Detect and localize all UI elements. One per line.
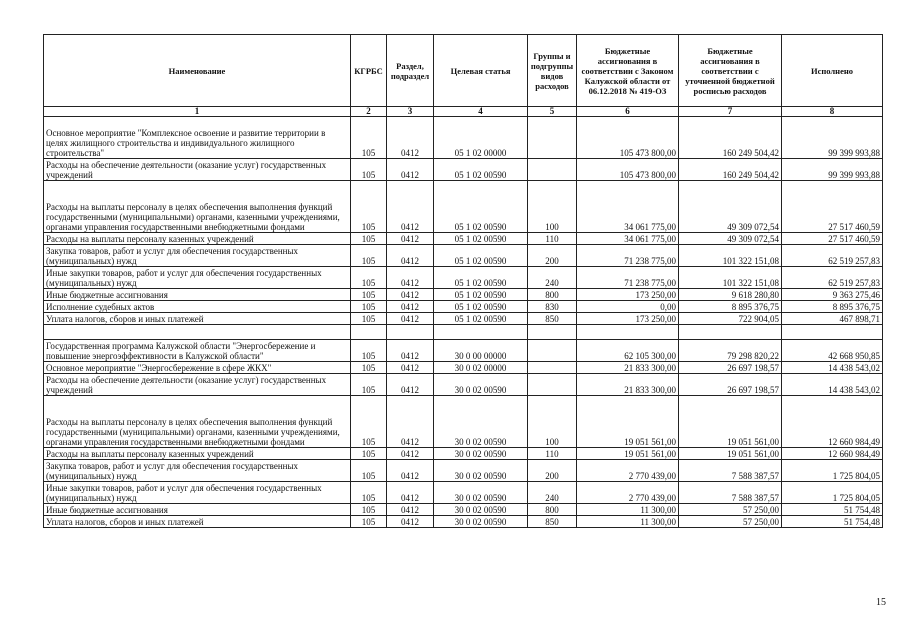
row-target: 30 0 02 00590 xyxy=(434,448,528,460)
row-section: 0412 xyxy=(387,245,434,267)
row-group: 850 xyxy=(528,516,577,528)
row-law-amount: 2 770 439,00 xyxy=(577,460,679,482)
row-law-amount: 105 473 800,00 xyxy=(577,159,679,181)
row-section: 0412 xyxy=(387,396,434,448)
row-group: 240 xyxy=(528,482,577,504)
header-target: Целевая статья xyxy=(434,35,528,107)
table-row xyxy=(44,301,883,313)
row-executed-amount: 99 399 993,88 xyxy=(782,159,883,181)
row-law-amount: 105 473 800,00 xyxy=(577,117,679,159)
row-group: 800 xyxy=(528,504,577,516)
header-executed: Исполнено xyxy=(782,35,883,107)
row-kgrbs: 105 xyxy=(351,313,387,325)
row-kgrbs: 105 xyxy=(351,181,387,233)
header-law: Бюджетные ассигнования в соответствии с Законом Калужской области от 06.12.2018 № 419-ОЗ xyxy=(577,35,679,107)
row-target: 05 1 02 00590 xyxy=(434,181,528,233)
row-executed-amount: 51 754,48 xyxy=(782,504,883,516)
row-target: 05 1 02 00000 xyxy=(434,117,528,159)
row-name: Иные закупки товаров, работ и услуг для обеспечения государственных (муниципальных) нужд xyxy=(44,267,351,289)
table-row xyxy=(44,396,883,448)
row-name: Расходы на обеспечение деятельности (оказание услуг) государственных учреждений xyxy=(44,159,351,181)
row-name: Государственная программа Калужской области "Энергосбережение и повышение энергоэффективности в Калужской области" xyxy=(44,340,351,362)
row-law-amount: 173 250,00 xyxy=(577,313,679,325)
row-refined-amount: 101 322 151,08 xyxy=(679,267,782,289)
header-groups: Группы и подгруппы видов расходов xyxy=(528,35,577,107)
column-number: 2 xyxy=(351,107,387,117)
row-law-amount: 62 105 300,00 xyxy=(577,340,679,362)
row-name: Основное мероприятие "Энергосбережение в сфере ЖКХ" xyxy=(44,362,351,374)
row-section: 0412 xyxy=(387,301,434,313)
row-law-amount: 2 770 439,00 xyxy=(577,482,679,504)
row-law-amount: 11 300,00 xyxy=(577,516,679,528)
row-target: 30 0 02 00590 xyxy=(434,482,528,504)
row-section: 0412 xyxy=(387,159,434,181)
row-target: 30 0 02 00590 xyxy=(434,396,528,448)
row-name: Иные бюджетные ассигнования xyxy=(44,289,351,301)
row-executed-amount: 1 725 804,05 xyxy=(782,482,883,504)
row-target: 30 0 02 00590 xyxy=(434,516,528,528)
row-kgrbs: 105 xyxy=(351,396,387,448)
row-kgrbs: 105 xyxy=(351,504,387,516)
row-section: 0412 xyxy=(387,362,434,374)
blank-cell xyxy=(387,325,434,340)
header-kgrbs: КГРБС xyxy=(351,35,387,107)
row-group: 110 xyxy=(528,233,577,245)
column-number-row xyxy=(44,107,883,117)
row-executed-amount: 14 438 543,02 xyxy=(782,374,883,396)
row-kgrbs: 105 xyxy=(351,460,387,482)
table-row xyxy=(44,159,883,181)
row-refined-amount: 49 309 072,54 xyxy=(679,181,782,233)
row-refined-amount: 26 697 198,57 xyxy=(679,374,782,396)
blank-cell xyxy=(528,325,577,340)
table-row xyxy=(44,460,883,482)
row-name: Основное мероприятие "Комплексное освоение и развитие территории в целях жилищного строительства и индивидуального жилищного строительства" xyxy=(44,117,351,159)
table-row xyxy=(44,374,883,396)
column-number: 1 xyxy=(44,107,351,117)
row-target: 05 1 02 00590 xyxy=(434,245,528,267)
column-number: 5 xyxy=(528,107,577,117)
header-name: Наименование xyxy=(44,35,351,107)
row-kgrbs: 105 xyxy=(351,117,387,159)
row-name: Закупка товаров, работ и услуг для обеспечения государственных (муниципальных) нужд xyxy=(44,460,351,482)
row-law-amount: 173 250,00 xyxy=(577,289,679,301)
row-refined-amount: 26 697 198,57 xyxy=(679,362,782,374)
row-name: Расходы на выплаты персоналу в целях обеспечения выполнения функций государственными (муниципальными) органами, казенными учреждениями, органами управления государственными внебюджетными фондами xyxy=(44,181,351,233)
row-group: 850 xyxy=(528,313,577,325)
row-executed-amount: 14 438 543,02 xyxy=(782,362,883,374)
row-refined-amount: 160 249 504,42 xyxy=(679,117,782,159)
row-target: 30 0 00 00000 xyxy=(434,340,528,362)
row-section: 0412 xyxy=(387,374,434,396)
row-group: 100 xyxy=(528,181,577,233)
blank-cell xyxy=(782,325,883,340)
row-kgrbs: 105 xyxy=(351,448,387,460)
row-refined-amount: 9 618 280,80 xyxy=(679,289,782,301)
row-section: 0412 xyxy=(387,289,434,301)
row-kgrbs: 105 xyxy=(351,267,387,289)
row-law-amount: 19 051 561,00 xyxy=(577,448,679,460)
header-section: Раздел, подраздел xyxy=(387,35,434,107)
row-group: 800 xyxy=(528,289,577,301)
row-law-amount: 71 238 775,00 xyxy=(577,245,679,267)
row-executed-amount: 467 898,71 xyxy=(782,313,883,325)
row-refined-amount: 79 298 820,22 xyxy=(679,340,782,362)
row-law-amount: 21 833 300,00 xyxy=(577,374,679,396)
header-refined: Бюджетные ассигнования в соответствии с уточненной бюджетной росписью расходов xyxy=(679,35,782,107)
row-kgrbs: 105 xyxy=(351,374,387,396)
row-name: Расходы на выплаты персоналу казенных учреждений xyxy=(44,233,351,245)
row-refined-amount: 101 322 151,08 xyxy=(679,245,782,267)
column-number: 8 xyxy=(782,107,883,117)
row-executed-amount: 42 668 950,85 xyxy=(782,340,883,362)
row-target: 05 1 02 00590 xyxy=(434,233,528,245)
row-section: 0412 xyxy=(387,504,434,516)
table-row xyxy=(44,516,883,528)
row-law-amount: 0,00 xyxy=(577,301,679,313)
row-kgrbs: 105 xyxy=(351,340,387,362)
row-law-amount: 34 061 775,00 xyxy=(577,181,679,233)
row-target: 05 1 02 00590 xyxy=(434,289,528,301)
row-group: 100 xyxy=(528,396,577,448)
table-row xyxy=(44,233,883,245)
table-row xyxy=(44,340,883,362)
row-refined-amount: 19 051 561,00 xyxy=(679,448,782,460)
blank-cell xyxy=(577,325,679,340)
row-group xyxy=(528,159,577,181)
row-law-amount: 11 300,00 xyxy=(577,504,679,516)
table-row xyxy=(44,289,883,301)
column-number: 6 xyxy=(577,107,679,117)
row-section: 0412 xyxy=(387,516,434,528)
table-row xyxy=(44,313,883,325)
row-target: 30 0 02 00590 xyxy=(434,374,528,396)
row-refined-amount: 19 051 561,00 xyxy=(679,396,782,448)
page-number: 15 xyxy=(876,597,886,608)
row-name: Расходы на выплаты персоналу казенных учреждений xyxy=(44,448,351,460)
row-name: Иные закупки товаров, работ и услуг для обеспечения государственных (муниципальных) нужд xyxy=(44,482,351,504)
row-executed-amount: 99 399 993,88 xyxy=(782,117,883,159)
row-executed-amount: 9 363 275,46 xyxy=(782,289,883,301)
row-name: Уплата налогов, сборов и иных платежей xyxy=(44,516,351,528)
row-section: 0412 xyxy=(387,482,434,504)
table-body xyxy=(44,117,883,528)
row-group: 240 xyxy=(528,267,577,289)
row-name: Расходы на обеспечение деятельности (оказание услуг) государственных учреждений xyxy=(44,374,351,396)
row-refined-amount: 7 588 387,57 xyxy=(679,482,782,504)
row-refined-amount: 57 250,00 xyxy=(679,516,782,528)
row-name: Исполнение судебных актов xyxy=(44,301,351,313)
row-executed-amount: 12 660 984,49 xyxy=(782,448,883,460)
row-target: 30 0 02 00590 xyxy=(434,460,528,482)
row-executed-amount: 8 895 376,75 xyxy=(782,301,883,313)
row-section: 0412 xyxy=(387,267,434,289)
blank-cell xyxy=(44,325,351,340)
row-name: Закупка товаров, работ и услуг для обеспечения государственных (муниципальных) нужд xyxy=(44,245,351,267)
row-target: 05 1 02 00590 xyxy=(434,267,528,289)
budget-table xyxy=(43,34,883,528)
row-kgrbs: 105 xyxy=(351,516,387,528)
row-target: 05 1 02 00590 xyxy=(434,159,528,181)
row-section: 0412 xyxy=(387,313,434,325)
row-group: 110 xyxy=(528,448,577,460)
row-executed-amount: 1 725 804,05 xyxy=(782,460,883,482)
header-row xyxy=(44,35,883,107)
blank-cell xyxy=(679,325,782,340)
row-law-amount: 34 061 775,00 xyxy=(577,233,679,245)
table-row xyxy=(44,181,883,233)
row-name: Расходы на выплаты персоналу в целях обеспечения выполнения функций государственными (муниципальными) органами, казенными учреждениями, органами управления государственными внебюджетными фондами xyxy=(44,396,351,448)
row-refined-amount: 7 588 387,57 xyxy=(679,460,782,482)
table-row xyxy=(44,448,883,460)
row-executed-amount: 62 519 257,83 xyxy=(782,245,883,267)
row-group xyxy=(528,340,577,362)
blank-cell xyxy=(434,325,528,340)
row-section: 0412 xyxy=(387,117,434,159)
row-group: 830 xyxy=(528,301,577,313)
row-refined-amount: 722 904,05 xyxy=(679,313,782,325)
row-name: Уплата налогов, сборов и иных платежей xyxy=(44,313,351,325)
row-executed-amount: 51 754,48 xyxy=(782,516,883,528)
row-target: 30 0 02 00000 xyxy=(434,362,528,374)
row-kgrbs: 105 xyxy=(351,233,387,245)
row-target: 05 1 02 00590 xyxy=(434,313,528,325)
row-group xyxy=(528,117,577,159)
row-executed-amount: 27 517 460,59 xyxy=(782,233,883,245)
row-refined-amount: 8 895 376,75 xyxy=(679,301,782,313)
row-group xyxy=(528,374,577,396)
row-target: 05 1 02 00590 xyxy=(434,301,528,313)
column-number: 3 xyxy=(387,107,434,117)
row-kgrbs: 105 xyxy=(351,482,387,504)
row-law-amount: 19 051 561,00 xyxy=(577,396,679,448)
row-kgrbs: 105 xyxy=(351,362,387,374)
table-row xyxy=(44,482,883,504)
row-executed-amount: 27 517 460,59 xyxy=(782,181,883,233)
table-row xyxy=(44,362,883,374)
row-refined-amount: 49 309 072,54 xyxy=(679,233,782,245)
row-section: 0412 xyxy=(387,460,434,482)
row-refined-amount: 57 250,00 xyxy=(679,504,782,516)
row-section: 0412 xyxy=(387,448,434,460)
table-row xyxy=(44,267,883,289)
row-group xyxy=(528,362,577,374)
row-refined-amount: 160 249 504,42 xyxy=(679,159,782,181)
row-executed-amount: 62 519 257,83 xyxy=(782,267,883,289)
blank-row xyxy=(44,325,883,340)
table-row xyxy=(44,245,883,267)
row-section: 0412 xyxy=(387,340,434,362)
row-group: 200 xyxy=(528,245,577,267)
row-law-amount: 21 833 300,00 xyxy=(577,362,679,374)
table-row xyxy=(44,117,883,159)
row-law-amount: 71 238 775,00 xyxy=(577,267,679,289)
row-target: 30 0 02 00590 xyxy=(434,504,528,516)
row-group: 200 xyxy=(528,460,577,482)
row-section: 0412 xyxy=(387,181,434,233)
column-number: 7 xyxy=(679,107,782,117)
row-kgrbs: 105 xyxy=(351,159,387,181)
table-row xyxy=(44,504,883,516)
column-number: 4 xyxy=(434,107,528,117)
row-executed-amount: 12 660 984,49 xyxy=(782,396,883,448)
row-kgrbs: 105 xyxy=(351,245,387,267)
row-kgrbs: 105 xyxy=(351,301,387,313)
blank-cell xyxy=(351,325,387,340)
row-name: Иные бюджетные ассигнования xyxy=(44,504,351,516)
row-kgrbs: 105 xyxy=(351,289,387,301)
row-section: 0412 xyxy=(387,233,434,245)
